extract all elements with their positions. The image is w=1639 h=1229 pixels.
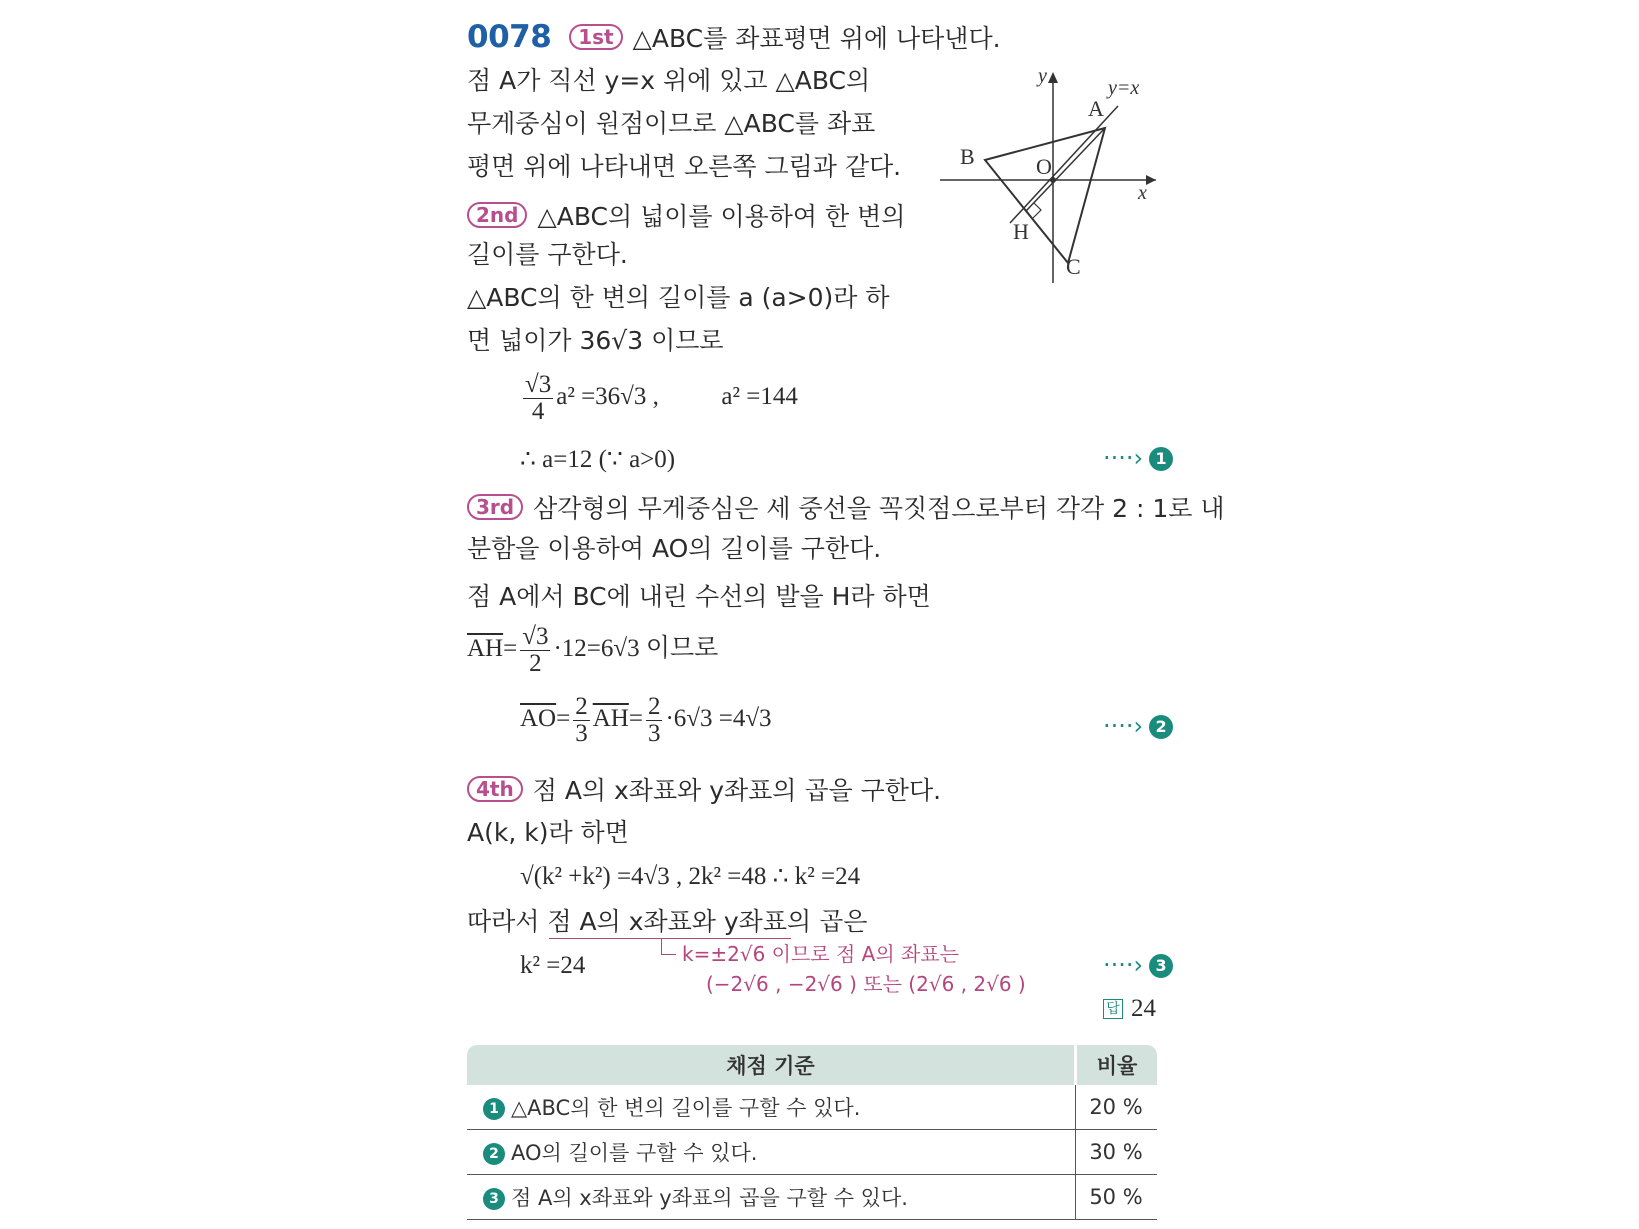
line-label: y=x [1108,77,1140,99]
equation-part: ·6√3 =4√3 [665,705,772,733]
y-axis-arrow [1048,72,1058,83]
fraction-numerator: √3 [522,623,549,650]
answer-value: 24 [1131,995,1156,1022]
step1-line-2: 무게중심이 원점이므로 △ABC를 좌표 [467,109,876,138]
fraction [646,694,663,747]
grading-header-criterion: 채점 기준 [467,1045,1076,1085]
marker-circle: 1 [1149,447,1173,471]
criterion-number: 3 [483,1188,505,1210]
fraction-denominator: 3 [575,720,588,747]
marker-circle: 3 [1149,954,1173,978]
segment-ao: $\overline{AO}$ [520,705,557,733]
step4-title-text: 점 A의 x좌표와 y좌표의 곱을 구한다. [532,776,942,805]
grading-table [467,1045,1157,1220]
fraction-numerator: √3 [525,371,552,398]
answer-label: 답 [1103,999,1123,1019]
grading-rate-cell: 20 % [1076,1085,1158,1130]
segment-ah: $\overline{AH}$ [467,635,504,663]
equation-part: ·12=6√3 이므로 [553,635,719,663]
note-connector [661,938,676,955]
fraction [573,694,590,747]
step3-equation-1: $\overline{AH}=$ $\frac{√3}{2}$ ·12=6√3 이므로 [467,623,719,677]
grading-header-rate: 비율 [1076,1045,1158,1085]
step-marker-2: ····› 2 [1103,712,1173,740]
fraction [520,624,550,677]
fraction-denominator: 3 [647,720,661,747]
step1-line-1: 점 A가 직선 y=x 위에 있고 △ABC의 [467,66,871,95]
right-angle-mark [1033,203,1041,218]
vertex-b-label: B [960,144,975,169]
fraction-denominator: 2 [529,650,542,677]
foot-h-label: H [1013,219,1029,244]
grading-criterion-cell [467,1130,1076,1175]
step4-equation-2: k² =24 [520,952,586,979]
step4-note-1: k=±2√6 이므로 점 A의 좌표는 [682,942,959,966]
step2-line-1: △ABC의 한 변의 길이를 a (a>0)라 하 [467,283,890,312]
step2-title-text-1: △ABC의 넓이를 이용하여 한 변의 [537,202,906,231]
table-row [467,1085,1157,1130]
step4-equation-1: √(k² +k²) =4√3 , 2k² =48 ∴ k² =24 [520,863,861,890]
vertex-c-label: C [1066,254,1081,279]
step3-title-text-1: 삼각형의 무게중심은 세 중선을 꼭짓점으로부터 각각 2 : 1로 내 [533,494,1225,523]
problem-header [467,19,1001,55]
step-badge-4th: 4th [467,776,523,802]
step3-title-line-1 [467,494,1224,524]
grading-criterion-cell [467,1175,1076,1220]
step3-equation-2: $\overline{AO}=$ $\frac{2}{3}$ $\overline{AH}=$ $\frac{2}{3}$ ·6√3 =4√3 [520,693,772,747]
step4-line-2: 따라서 점 A의 x좌표와 y좌표의 곱은 [467,907,868,936]
step3-title-line-2: 분함을 이용하여 AO의 길이를 구한다. [467,534,882,563]
step-badge-2nd: 2nd [467,202,527,228]
fraction-denominator: 4 [531,398,545,425]
step4-note-2: (−2√6 , −2√6 ) 또는 (2√6 , 2√6 ) [706,972,1026,996]
equation-part: a² =36√3 , [556,383,659,411]
step2-equation-2: ∴ a=12 (∵ a>0) [520,446,676,473]
answer [1103,993,1156,1024]
table-row [467,1175,1157,1220]
y-axis-label: y [1038,68,1047,87]
origin-label: O [1036,154,1052,179]
step-badge-1st: 1st [569,24,622,50]
triangle-figure [940,68,1160,288]
grading-header-row [467,1045,1157,1085]
fraction-numerator: 2 [575,693,588,720]
fraction [523,372,553,425]
criterion-number: 2 [483,1143,505,1165]
step2-title-line-2: 길이를 구한다. [467,240,628,269]
criterion-text: △ABC의 한 변의 길이를 구할 수 있다. [511,1096,861,1120]
step2-line-2: 면 넓이가 36√3 이므로 [467,326,724,355]
step4-title [467,776,941,806]
x-axis-label: x [1138,182,1147,204]
vertex-a-label: A [1088,96,1104,121]
criterion-number: 1 [483,1098,505,1120]
table-row [467,1130,1157,1175]
step3-line-1: 점 A에서 BC에 내린 수선의 발을 H라 하면 [467,582,931,611]
line-y-equals-x [1010,106,1118,223]
step1-title: △ABC를 좌표평면 위에 나타낸다. [632,24,1001,53]
criterion-text: 점 A의 x좌표와 y좌표의 곱을 구할 수 있다. [511,1186,908,1210]
grading-criterion-cell [467,1085,1076,1130]
step-badge-3rd: 3rd [467,494,523,520]
x-axis-arrow [1146,175,1156,185]
step2-equation-1 [520,372,798,425]
fraction-numerator: 2 [647,693,661,720]
step2-title-line-1 [467,202,905,232]
criterion-text: AO의 길이를 구할 수 있다. [511,1141,758,1165]
marker-circle: 2 [1149,715,1173,739]
grading-rate-cell: 30 % [1076,1130,1158,1175]
step1-line-3: 평면 위에 나타내면 오른쪽 그림과 같다. [467,152,902,181]
grading-rate-cell: 50 % [1076,1175,1158,1220]
triangle-abc [985,128,1105,263]
step-marker-1: ····› 1 [1103,444,1173,472]
equation-part-2: a² =144 [721,383,798,411]
step4-line-1: A(k, k)라 하면 [467,818,629,847]
segment-ah: $\overline{AH}$ [592,705,629,733]
step-marker-3: ····› 3 [1103,951,1173,979]
problem-number: 0078 [467,19,552,55]
